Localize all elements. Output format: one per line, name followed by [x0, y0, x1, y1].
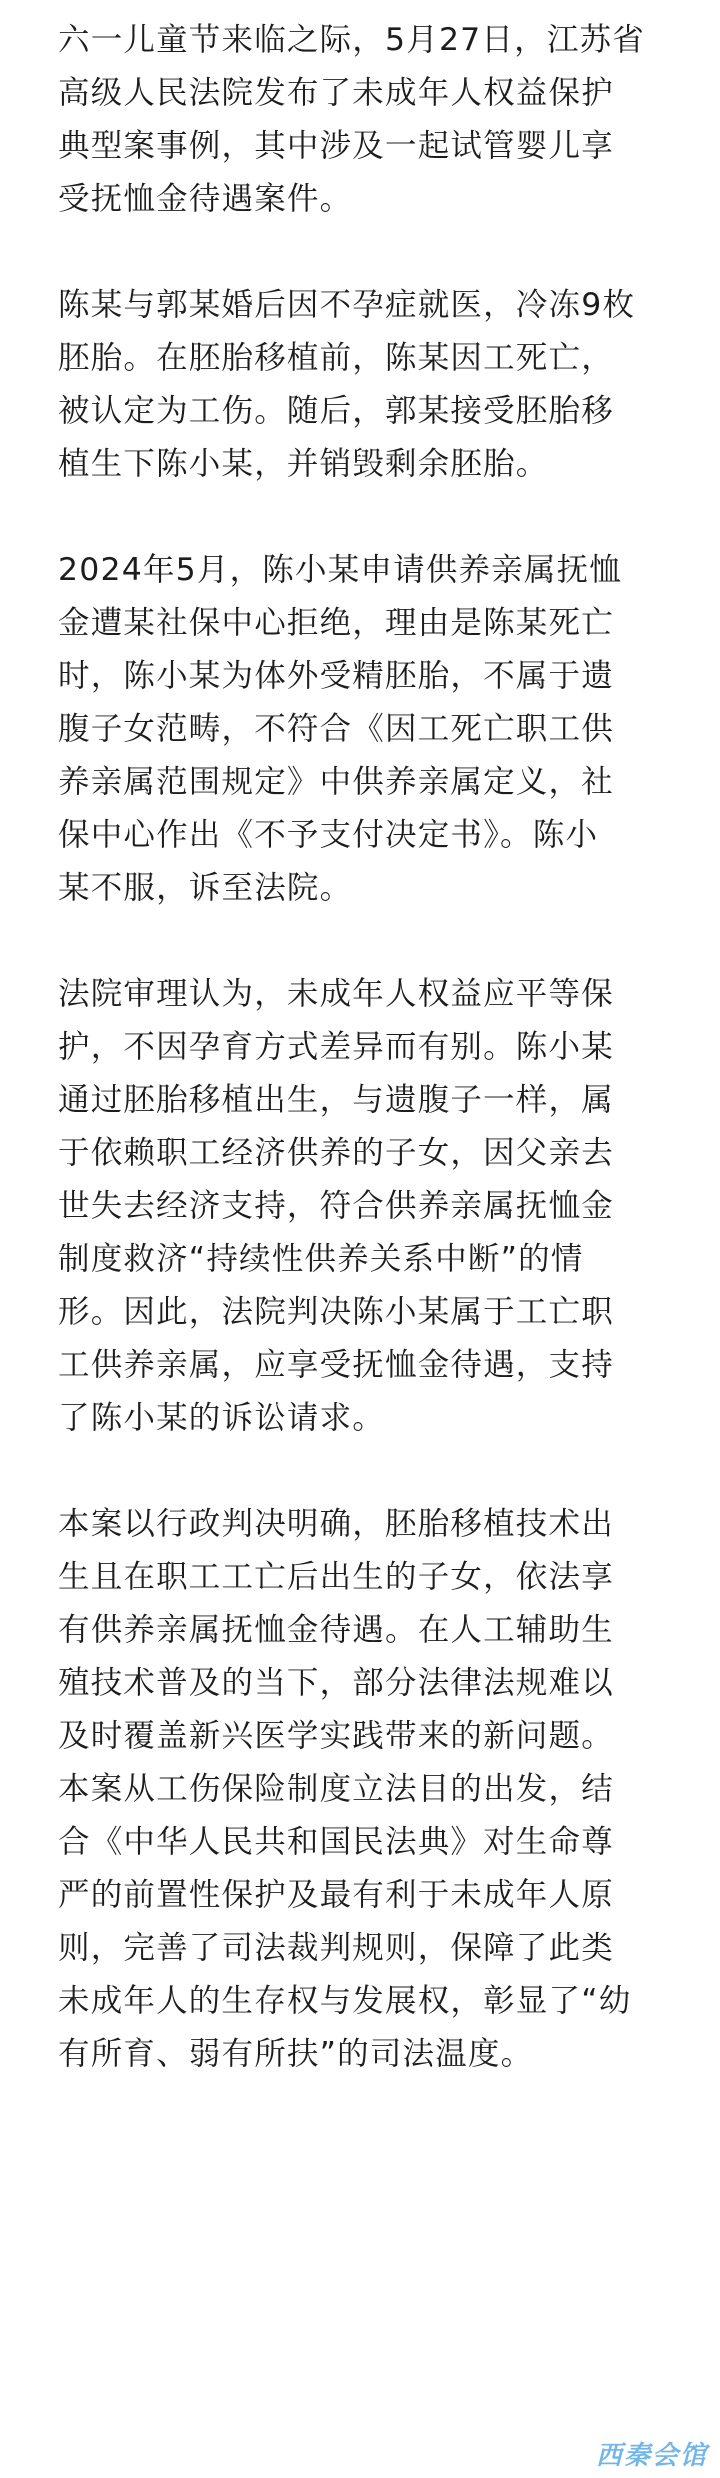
paragraph-ruling: 法院审理认为，未成年人权益应平等保 护，不因孕育方式差异而有别。陈小某 通过胚胎移植出生，与遗腹子一样，属 于依赖职工经济供养的子女，因父亲去 世失去经济支持，符合供养亲属抚恤金 制度救济“持续性供养关系中断”的情 形。因此，法院判决陈小某属于工亡职 工供养亲属，应享受抚恤金待遇，支持 了陈小某的诉讼请求。 [58, 976, 614, 1436]
watermark-logo: 西秦会馆 [595, 2441, 708, 2471]
paragraph-intro: 六一儿童节来临之际，5月27日，江苏省 高级人民法院发布了未成年人权益保护 典型案事例，其中涉及一起试管婴儿享 受抚恤金待遇案件。 [58, 22, 645, 217]
paragraph-significance: 本案以行政判决明确，胚胎移植技术出 生且在职工工亡后出生的子女，依法享 有供养亲属抚恤金待遇。在人工辅助生 殖技术普及的当下，部分法律法规难以 及时覆盖新兴医学实践带来的新问题。 本案从工伤保险制度立法目的出发，结 合《中华人民共和国民法典》对生命尊 严的前置性保护及最有利于未成年人原 则，完善了司法裁判规则，保障了此类 未成年人的生存权与发展权，彰显了“幼 有所育、弱有所扶”的司法温度。 [58, 1506, 632, 2072]
paragraph-claim: 2024年5月，陈小某申请供养亲属抚恤 金遭某社保中心拒绝，理由是陈某死亡 时，陈小某为体外受精胚胎，不属于遗 腹子女范畴，不符合《因工死亡职工供 养亲属范围规定》中供养亲属定义，社 保中心作出《不予支付决定书》。陈小 某不服，诉至法院。 [58, 552, 623, 906]
article-body [58, 14, 680, 2081]
paragraph-background: 陈某与郭某婚后因不孕症就医，冷冻9枚 胚胎。在胚胎移植前，陈某因工死亡， 被认定为工伤。随后，郭某接受胚胎移 植生下陈小某，并销毁剩余胚胎。 [58, 287, 636, 482]
